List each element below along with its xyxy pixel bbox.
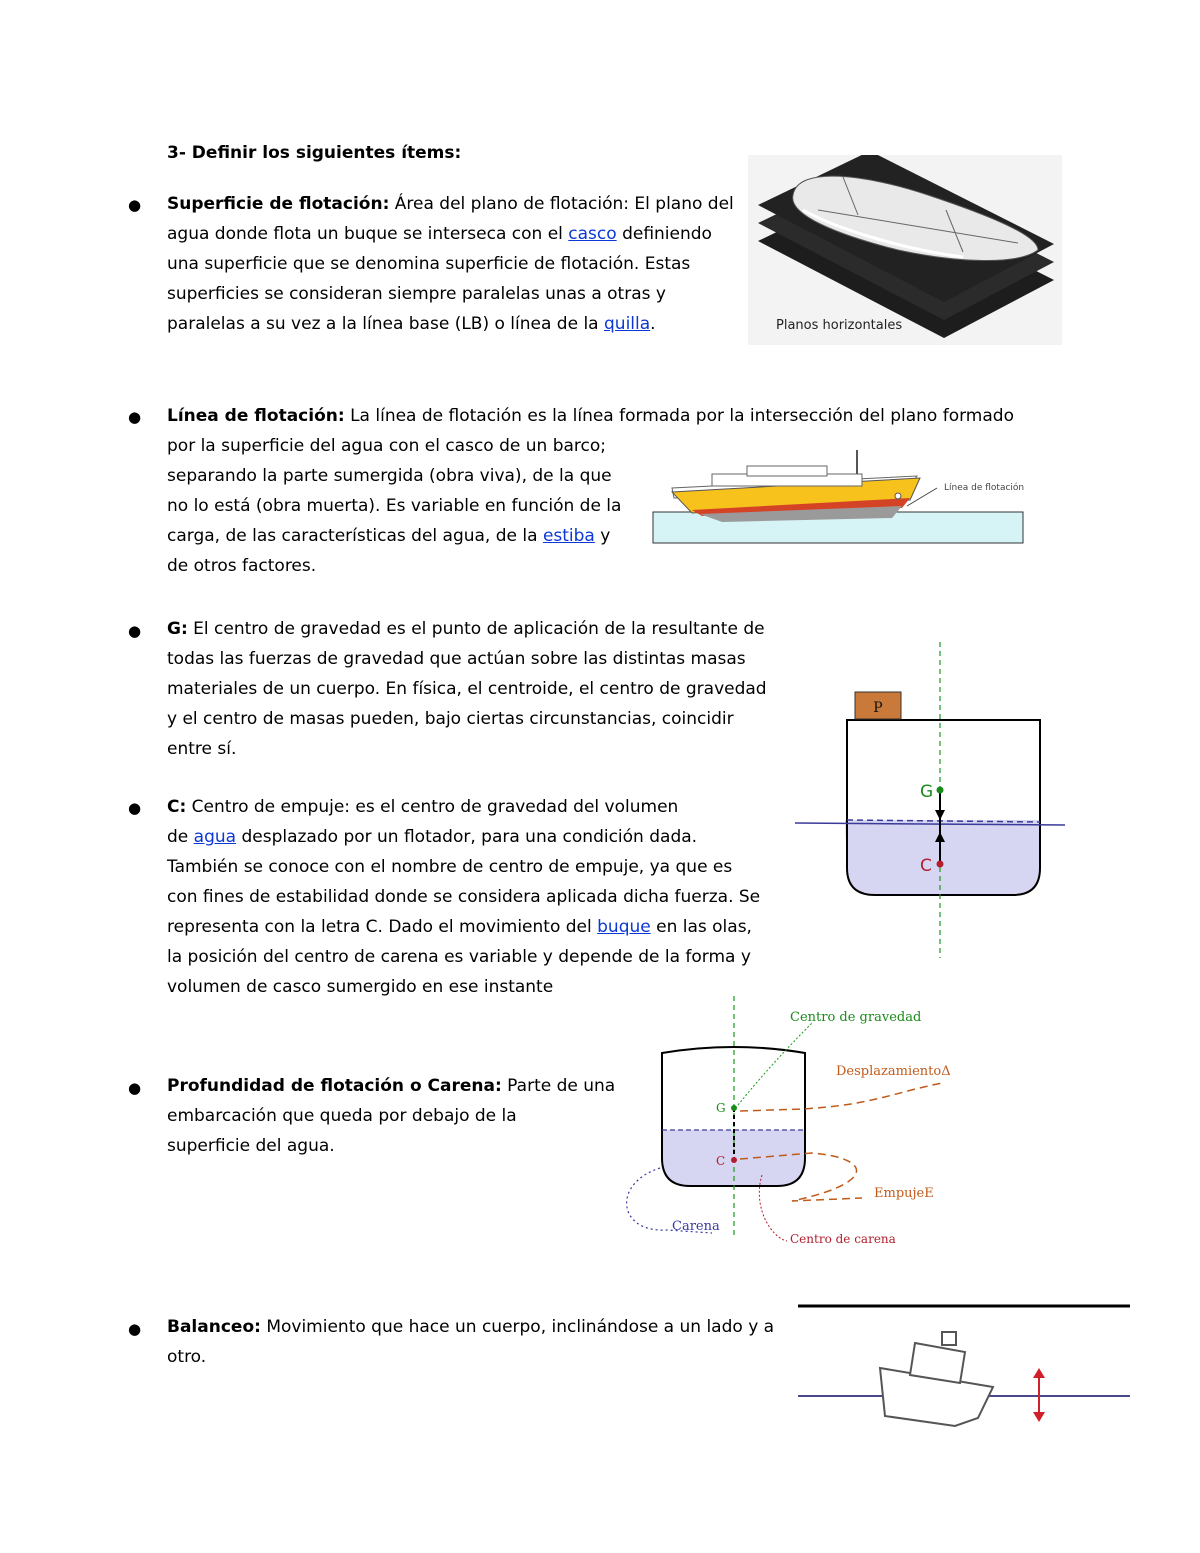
superficie-paragraph: Superficie de flotación: Área del plano de flotación: El plano del agua donde flota un buque se interseca con el casco definiendo una superficie que se denomina superficie de flotación. Estas superficies se consideran siempre paralelas unas a otras y paralelas a su vez a la línea base (LB) o línea de la quilla. [167,194,734,334]
profundidad-paragraph: Profundidad de flotación o Carena: Parte de una embarcación que queda por debajo de la superficie del agua. [167,1076,616,1156]
hull-gc-figure [795,640,1070,960]
page-heading: 3- Definir los siguientes ítems: [167,143,462,163]
term-balanceo: Balanceo: [167,1317,261,1337]
desplazamiento-label: DesplazamientoΔ [836,1064,951,1079]
bullet-icon: ● [128,1079,142,1097]
term-profundidad: Profundidad de flotación o Carena: [167,1076,502,1096]
balanceo-paragraph: Balanceo: Movimiento que hace un cuerpo, inclinándose a un lado y a otro. [167,1317,775,1367]
term-c: C: [167,797,187,817]
bullet-icon: ● [128,622,142,640]
linea-flotacion-label: Línea de flotación [944,483,1025,493]
g-label: G [920,782,934,802]
bullet-icon: ● [128,408,142,426]
link-casco[interactable]: casco [568,224,617,244]
linea-paragraph: Línea de flotación: La línea de flotación es la línea formada por la intersección del plano formado por la superficie del agua con el casco de un barco; separando la parte sumergida (obra viva), de la que no lo está (obra muerta). Es variable en función de la carga, de las características del agua, de la estiba y de otros factores. [167,406,1014,576]
empuje-label: EmpujeE [874,1186,934,1201]
planos-horizontales-figure [748,155,1062,345]
term-linea: Línea de flotación: [167,406,345,426]
balanceo-figure [795,1300,1135,1435]
planos-caption: Planos horizontales [776,318,903,333]
link-quilla[interactable]: quilla [604,314,651,334]
term-g: G: [167,619,188,639]
fig-g-label: G [716,1101,726,1115]
link-estiba[interactable]: estiba [542,526,595,546]
bullet-icon: ● [128,799,142,817]
fig-c-label: C [716,1154,726,1168]
link-agua[interactable]: agua [193,827,237,847]
bullet-icon: ● [128,196,142,214]
term-superficie: Superficie de flotación: [167,194,390,214]
ship-waterline-figure [652,448,1026,548]
carena-figure [612,993,957,1243]
c-paragraph: C: Centro de empuje: es el centro de gravedad del volumen de agua desplazado por un flotador, para una condición dada. También se conoce con el nombre de centro de empuje, ya que es con fines de estabilidad donde se considera aplicada dicha fuerza. Se representa con la letra C. Dado el movimiento del buque en las olas, la posición del centro de carena es variable y depende de la forma y volumen de casco sumergido en ese instante [167,797,761,997]
carena-label: Carena [672,1219,720,1234]
g-paragraph: G: El centro de gravedad es el punto de aplicación de la resultante de todas las fuerzas de gravedad que actúan sobre las distintas masas materiales de un cuerpo. En física, el centroide, el centro de gravedad y el centro de masas pueden, bajo ciertas circunstancias, coincidir entre sí. [167,619,767,759]
link-buque[interactable]: buque [597,917,651,937]
weight-label: P [873,700,883,716]
c-label: C [920,856,932,876]
centro-gravedad-label: Centro de gravedad [790,1010,922,1025]
centro-carena-label: Centro de carena [790,1232,896,1243]
bullet-icon: ● [128,1320,142,1338]
